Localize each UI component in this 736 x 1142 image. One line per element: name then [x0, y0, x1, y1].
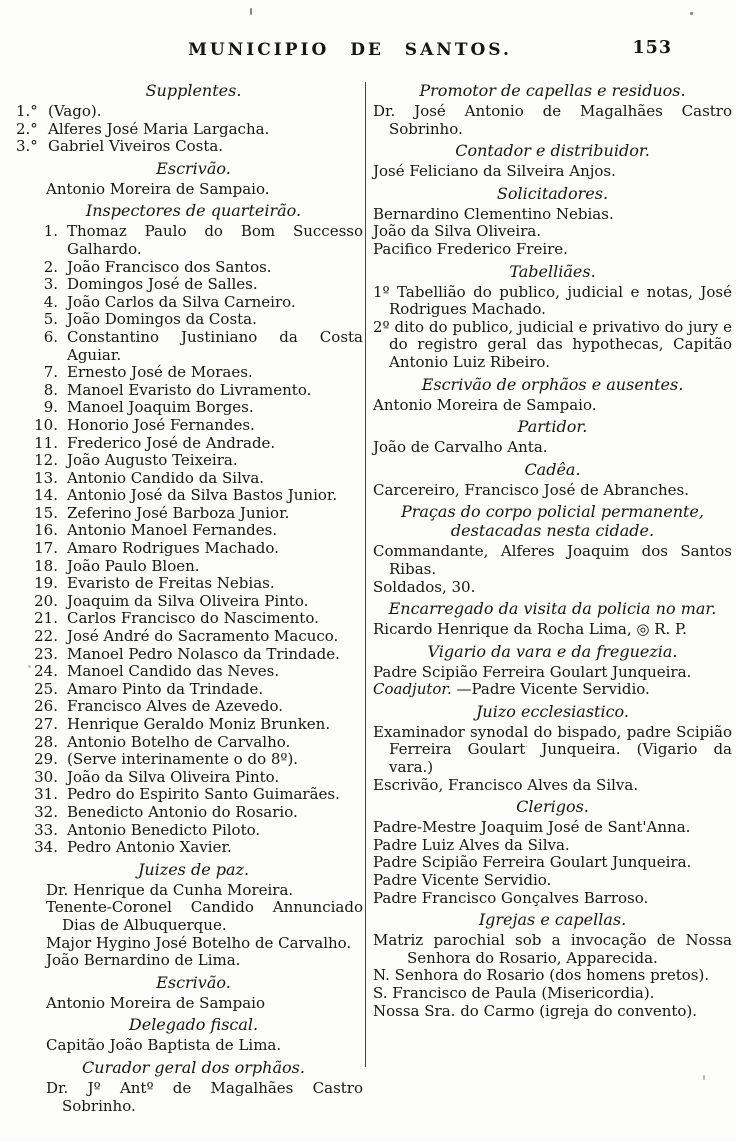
item-text: Domingos José de Salles.	[67, 275, 258, 294]
section-heading: Juizes de paz.	[137, 859, 250, 879]
text-line: 1º Tabellião do publico, judicial e notas, José Rodrigues Machado.	[373, 282, 732, 319]
item-number: 3.°	[16, 137, 38, 156]
list-item	[24, 610, 363, 628]
text-line: Padre Scipião Ferreira Goulart Junqueira.	[373, 662, 692, 681]
text-line: Antonio Moreira de Sampaio.	[46, 179, 270, 198]
list-item	[24, 382, 363, 400]
item-text: João Domingos da Costa.	[67, 310, 257, 329]
list-item	[24, 311, 363, 329]
item-text: (Vago).	[48, 102, 102, 120]
item-text: Antonio Benedicto Piloto.	[67, 820, 261, 839]
item-text: Carlos Francisco do Nascimento.	[67, 609, 319, 628]
item-number: 11.	[34, 433, 58, 452]
section-heading: Solicitadores.	[496, 183, 609, 203]
left-column	[0, 78, 365, 1142]
text-line: Coadjutor. —Padre Vicente Servidio.	[373, 680, 650, 699]
text-line: Padre Luiz Alves da Silva.	[373, 835, 570, 854]
section-heading: Vigario da vara e da freguezia.	[427, 641, 678, 661]
two-column-layout	[0, 78, 736, 1142]
paper-speck	[690, 12, 693, 15]
item-text: Honorio José Fernandes.	[67, 415, 255, 434]
section-heading: Tabelliães.	[509, 261, 596, 281]
text-line: Examinador synodal do bispado, padre Scipião Ferreira Goulart Junqueira. (Vigario da vara.)	[373, 722, 732, 777]
list-item	[24, 435, 363, 453]
item-text: Evaristo de Freitas Nebias.	[67, 574, 275, 593]
list-item	[24, 487, 363, 505]
list-item	[16, 121, 363, 139]
item-number: 6.	[43, 327, 58, 346]
text-line: Padre Francisco Gonçalves Barroso.	[373, 888, 649, 907]
list-item	[24, 698, 363, 716]
list-item	[24, 417, 363, 435]
item-text: Benedicto Antonio do Rosario.	[67, 802, 298, 821]
item-text: Antonio Manoel Fernandes.	[67, 521, 278, 540]
item-number: 31.	[34, 785, 58, 804]
item-number: 20.	[34, 591, 58, 610]
text-line: João de Carvalho Anta.	[373, 438, 548, 457]
item-number: 19.	[34, 574, 58, 593]
list-item	[24, 804, 363, 822]
item-text: João Augusto Teixeira.	[67, 451, 238, 470]
item-number: 30.	[34, 767, 58, 786]
list-item	[24, 663, 363, 681]
item-number: 29.	[34, 750, 58, 769]
list-item	[24, 540, 363, 558]
item-number: 3.	[43, 275, 58, 294]
text-line: Pacifico Frederico Freire.	[373, 239, 568, 258]
text-line: Nossa Sra. do Carmo (igreja do convento).	[373, 1001, 698, 1020]
item-text: Gabriel Viveiros Costa.	[48, 137, 224, 156]
section-heading: Escrivão.	[156, 972, 231, 992]
item-text: Manoel Evaristo do Livramento.	[67, 380, 312, 399]
item-text: Manoel Joaquim Borges.	[67, 398, 254, 417]
item-number: 9.	[43, 398, 58, 417]
item-text: José André do Sacramento Macuco.	[67, 627, 339, 646]
list-item	[24, 593, 363, 611]
text-line: 2º dito do publico, judicial e privativo do jury e do registro geral das hypothecas, Capitão Antonio Luiz Ribeiro.	[373, 317, 732, 371]
text-line: Bernardino Clementino Nebias.	[373, 204, 614, 223]
text-line: N. Senhora do Rosario (dos homens pretos).	[373, 966, 710, 985]
section-heading: Cadêa.	[524, 459, 581, 479]
list-item	[24, 223, 363, 258]
list-item	[24, 575, 363, 593]
item-text: Zeferino José Barboza Junior.	[67, 503, 290, 522]
item-text: Francisco Alves de Azevedo.	[67, 697, 284, 716]
item-number: 16.	[34, 521, 58, 540]
list-item	[24, 329, 363, 364]
section-heading: Partidor.	[517, 417, 588, 437]
list-item	[24, 822, 363, 840]
text-line: S. Francisco de Paula (Misericordia).	[373, 984, 655, 1002]
item-number: 8.	[43, 380, 58, 399]
section-heading: Encarregado da visita da policia no mar.	[388, 599, 717, 619]
item-text: (Serve interinamente o do 8º).	[67, 750, 299, 769]
list-item	[24, 769, 363, 787]
list-item	[16, 138, 363, 156]
item-text: Amaro Pinto da Trindade.	[67, 679, 264, 698]
paper-speck	[250, 8, 252, 15]
section-heading: Clerigos.	[516, 797, 589, 817]
item-text: Manoel Pedro Nolasco da Trindade.	[67, 644, 340, 663]
text-line: Commandante, Alferes Joaquim dos Santos Ribas.	[373, 542, 732, 578]
list-item	[24, 294, 363, 312]
item-number: 17.	[34, 539, 58, 558]
text-line: Dr. José Antonio de Magalhães Castro Sobrinho.	[373, 102, 732, 138]
item-number: 2.	[43, 257, 58, 276]
list-item	[24, 522, 363, 540]
text-line: Tenente-Coronel Candido Annunciado Dias de Albuquerque.	[46, 898, 363, 934]
item-number: 24.	[34, 662, 58, 681]
item-text: Pedro Antonio Xavier.	[67, 838, 232, 857]
list-item	[24, 505, 363, 523]
section-heading: Promotor de capellas e residuos.	[419, 81, 686, 100]
item-text: Frederico José de Andrade.	[67, 433, 276, 452]
list-item	[24, 558, 363, 576]
section-heading: Delegado fiscal.	[128, 1015, 259, 1035]
page-number: 153	[632, 38, 672, 58]
item-number: 18.	[34, 556, 58, 575]
list-item	[24, 364, 363, 382]
item-number: 5.	[43, 310, 58, 329]
item-text: Joaquim da Silva Oliveira Pinto.	[67, 591, 309, 610]
numbered-list	[16, 103, 363, 156]
item-number: 34.	[34, 838, 58, 857]
section-heading: Escrivão.	[156, 158, 231, 178]
item-number: 32.	[34, 802, 58, 821]
section-heading: Supplentes.	[145, 81, 242, 100]
item-text: Thomaz Paulo do Bom Successo Galhardo.	[67, 222, 363, 258]
item-number: 33.	[34, 820, 58, 839]
item-text: Henrique Geraldo Moniz Brunken.	[67, 715, 331, 733]
page-title: MUNICIPIO DE SANTOS.	[188, 40, 512, 60]
numbered-list	[24, 223, 363, 856]
list-item	[24, 646, 363, 664]
section-heading: Praças do corpo policial permanente, destacadas nesta cidade.	[401, 502, 704, 541]
item-number: 12.	[34, 451, 58, 470]
list-item	[24, 734, 363, 752]
text-line: Capitão João Baptista de Lima.	[46, 1036, 282, 1055]
item-number: 1.	[43, 222, 58, 241]
text-line: Matriz parochial sob a invocação de Nossa Senhora do Rosario, Apparecida.	[373, 931, 732, 967]
item-number: 22.	[34, 627, 58, 646]
section-heading: Escrivão de orphãos e ausentes.	[421, 374, 684, 394]
list-item	[24, 751, 363, 769]
section-heading: Juizo ecclesiastico.	[476, 701, 629, 721]
item-text: Antonio José da Silva Bastos Junior.	[67, 486, 338, 505]
section-heading: Contador e distribuidor.	[455, 141, 650, 161]
list-item	[16, 103, 363, 121]
item-number: 7.	[43, 363, 58, 382]
item-text: Ernesto José de Moraes.	[67, 363, 253, 382]
item-text: Antonio Botelho de Carvalho.	[67, 732, 291, 751]
item-number: 14.	[34, 486, 58, 505]
list-item	[24, 681, 363, 699]
text-line: José Feliciano da Silveira Anjos.	[373, 162, 616, 181]
item-number: 4.	[43, 292, 58, 311]
italic-lead: Coadjutor.	[373, 680, 452, 699]
section-heading: Curador geral dos orphãos.	[82, 1057, 305, 1077]
item-number: 28.	[34, 732, 58, 751]
text-line: Dr. Jº Antº de Magalhães Castro Sobrinho.	[46, 1078, 363, 1115]
list-item	[24, 276, 363, 294]
item-text: Pedro do Espirito Santo Guimarães.	[67, 785, 340, 804]
text-line: Carcereiro, Francisco José de Abranches.	[373, 480, 689, 499]
item-number: 21.	[34, 609, 58, 628]
item-text: João Paulo Bloen.	[67, 556, 200, 575]
item-text: Manoel Candido das Neves.	[67, 662, 280, 681]
section-heading: Igrejas e capellas.	[478, 910, 627, 930]
list-item	[24, 786, 363, 804]
item-text: João da Silva Oliveira Pinto.	[67, 767, 280, 786]
item-number: 10.	[34, 415, 58, 434]
item-text: Constantino Justiniano da Costa Aguiar.	[67, 327, 363, 364]
list-item	[24, 716, 363, 734]
text-line: Padre Scipião Ferreira Goulart Junqueira.	[373, 853, 692, 872]
item-number: 1.°	[16, 102, 38, 120]
item-number: 13.	[34, 468, 58, 487]
text-line: Major Hygino José Botelho de Carvalho.	[46, 933, 352, 952]
text-line: Antonio Moreira de Sampaio.	[373, 395, 597, 414]
list-item	[24, 839, 363, 857]
item-number: 23.	[34, 644, 58, 663]
text-line: Padre Vicente Servidio.	[373, 871, 552, 890]
text-line: Ricardo Henrique da Rocha Lima, ◎ R. P.	[373, 620, 687, 639]
section-heading: Inspectores de quarteirão.	[85, 201, 302, 221]
text-line: João Bernardino de Lima.	[46, 951, 241, 970]
text-line: Soldados, 30.	[373, 577, 476, 596]
item-number: 26.	[34, 697, 58, 716]
item-text: Amaro Rodrigues Machado.	[67, 539, 279, 558]
item-number: 15.	[34, 503, 58, 522]
item-text: Alferes José Maria Largacha.	[48, 119, 270, 138]
list-item	[24, 628, 363, 646]
text-line: Dr. Henrique da Cunha Moreira.	[46, 880, 294, 899]
list-item	[24, 399, 363, 417]
text-line: Antonio Moreira de Sampaio	[46, 993, 265, 1012]
right-column	[366, 78, 736, 1142]
item-number: 27.	[34, 715, 58, 733]
item-number: 25.	[34, 679, 58, 698]
text-line: Escrivão, Francisco Alves da Silva.	[373, 775, 639, 794]
item-text: João Carlos da Silva Carneiro.	[67, 292, 296, 311]
item-text: João Francisco dos Santos.	[67, 257, 272, 276]
list-item	[24, 470, 363, 488]
text-line: Padre-Mestre Joaquim José de Sant'Anna.	[373, 818, 691, 837]
text-line: João da Silva Oliveira.	[373, 222, 542, 241]
item-text: Antonio Candido da Silva.	[67, 468, 265, 487]
list-item	[24, 259, 363, 277]
list-item	[24, 452, 363, 470]
item-number: 2.°	[16, 119, 38, 138]
